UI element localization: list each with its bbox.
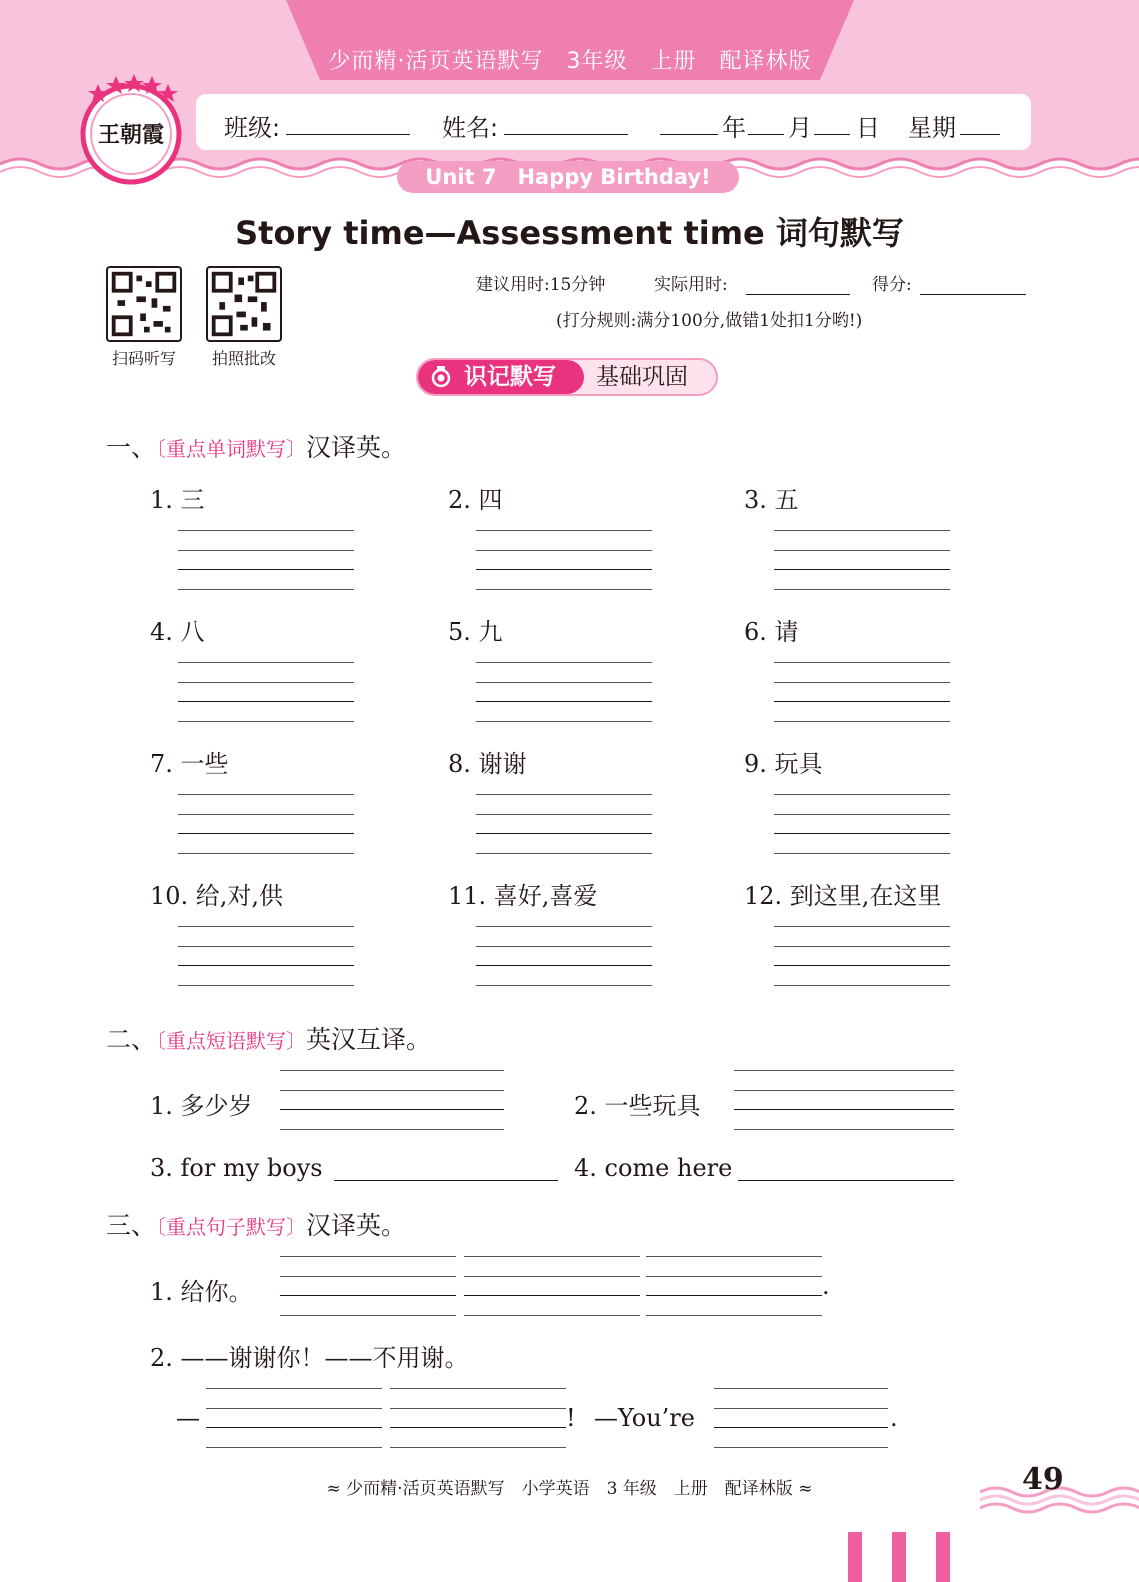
part1-tag: 〔重点单词默写〕 [156,437,307,461]
writing-line [178,985,354,986]
writing-line[interactable] [178,965,354,966]
name-label: 姓名: [442,114,499,142]
writing-line [206,1408,382,1409]
answer-line[interactable] [334,1180,558,1181]
answer-line[interactable] [738,1180,954,1181]
writing-line [476,946,652,947]
writing-line [774,946,950,947]
qr-label-listen: 扫码听写 [111,349,176,368]
page-number: 49 [1022,1462,1064,1497]
writing-line [178,721,354,722]
writing-line [178,530,354,531]
writing-line[interactable] [714,1427,888,1428]
scoring-rule: (打分规则:满分100分,做错1处扣1分哟!) [556,311,863,331]
writing-line[interactable] [178,833,354,834]
writing-line [206,1447,382,1448]
writing-line [714,1408,888,1409]
writing-line [646,1256,822,1257]
writing-line [280,1315,456,1316]
class-label: 班级: [224,114,281,142]
qr-code-listen[interactable] [106,266,182,342]
name-field[interactable] [504,134,628,135]
writing-line [280,1129,504,1130]
writing-line[interactable] [734,1109,954,1110]
writing-line [464,1256,640,1257]
writing-line[interactable] [774,569,950,570]
writing-line [178,853,354,854]
publisher-logo [78,70,184,186]
exclaim-mark: ! [566,1404,576,1432]
writing-line [390,1408,566,1409]
writing-line[interactable] [774,833,950,834]
word-item: 3. 五 [744,486,799,514]
writing-line [774,589,950,590]
tab-marker [936,1532,950,1582]
youre-text: —You’re [594,1404,695,1432]
writing-line [178,926,354,927]
phrase-item: 4. come here [574,1154,733,1182]
writing-line [178,662,354,663]
writing-line [280,1256,456,1257]
writing-line [178,550,354,551]
word-item: 6. 请 [744,618,799,646]
section-banner-left: 识记默写 [418,360,584,394]
period-mark: . [890,1404,898,1432]
writing-line[interactable] [476,965,652,966]
writing-line [476,853,652,854]
writing-line[interactable] [774,965,950,966]
dash-mark: — [176,1404,200,1432]
page-title: Story time—Assessment time 词句默写 [235,214,904,252]
writing-line[interactable] [476,833,652,834]
writing-line [178,946,354,947]
writing-line[interactable] [280,1295,456,1296]
writing-line [280,1276,456,1277]
writing-line[interactable] [476,569,652,570]
writing-line [476,814,652,815]
writing-line [390,1447,566,1448]
word-item: 11. 喜好,喜爱 [448,882,598,910]
qr-label-photo: 拍照批改 [211,349,276,368]
writing-line [476,550,652,551]
writing-line [476,721,652,722]
writing-line [178,794,354,795]
part2-tag: 〔重点短语默写〕 [156,1029,307,1053]
writing-line [774,530,950,531]
part3-heading: 三、〔重点句子默写〕汉译英。 [106,1211,407,1240]
writing-line [476,589,652,590]
writing-line[interactable] [206,1427,382,1428]
phrase-item: 1. 多少岁 [150,1092,253,1120]
word-item: 5. 九 [448,618,503,646]
writing-line [464,1315,640,1316]
class-field[interactable] [286,134,410,135]
writing-line [734,1070,954,1071]
writing-line [714,1447,888,1448]
suggested-time: 建议用时:15分钟 [476,275,606,295]
writing-line[interactable] [646,1295,822,1296]
writing-line [476,662,652,663]
writing-line [774,985,950,986]
writing-line[interactable] [178,701,354,702]
writing-line [476,530,652,531]
score-field[interactable] [920,294,1026,295]
writing-line[interactable] [464,1295,640,1296]
score-label: 得分: [872,275,912,295]
writing-line[interactable] [280,1109,504,1110]
writing-line [774,721,950,722]
sentence-item: 2. ——谢谢你！——不用谢。 [150,1344,469,1372]
year-label: 年 [722,114,746,142]
writing-line [390,1388,566,1389]
logo-text: 王朝霞 [97,122,165,148]
word-item: 8. 谢谢 [448,750,527,778]
day-field[interactable] [814,134,850,135]
word-item: 12. 到这里,在这里 [744,882,942,910]
tab-marker [848,1532,862,1582]
writing-line [774,926,950,927]
writing-line [280,1070,504,1071]
writing-line[interactable] [390,1427,566,1428]
writing-line [774,662,950,663]
weekday-label: 星期 [908,114,956,142]
year-field[interactable] [660,134,718,135]
sentence-item: 1. 给你。 [150,1278,253,1306]
writing-line [178,589,354,590]
writing-line [714,1388,888,1389]
writing-line[interactable] [774,701,950,702]
section-banner [416,358,718,396]
writing-line [476,926,652,927]
writing-line [206,1388,382,1389]
student-info-box [196,94,1031,150]
tab-marker [892,1532,906,1582]
word-item: 10. 给,对,供 [150,882,284,910]
writing-line [476,682,652,683]
series-title: 少而精·活页英语默写 3年级 上册 配译林版 [328,49,812,74]
writing-line [774,794,950,795]
word-item: 2. 四 [448,486,503,514]
writing-line [280,1090,504,1091]
actual-time-label: 实际用时: [654,275,728,295]
day-label: 日 [856,114,880,142]
word-item: 4. 八 [150,618,205,646]
qr-code-photo[interactable] [206,266,282,342]
time-row [476,270,605,295]
word-item: 1. 三 [150,486,205,514]
writing-line[interactable] [178,569,354,570]
part1-heading: 一、〔重点单词默写〕汉译英。 [106,433,407,462]
period-mark: . [822,1272,830,1300]
writing-line [646,1315,822,1316]
month-label: 月 [788,114,812,142]
writing-line [774,682,950,683]
footer-text: ≈ 少而精·活页英语默写 小学英语 3 年级 上册 配译林版 ≈ [326,1479,813,1499]
writing-line [774,550,950,551]
actual-time-field[interactable] [746,294,850,295]
phrase-item: 3. for my boys [150,1154,323,1182]
writing-line[interactable] [476,701,652,702]
month-field[interactable] [748,134,784,135]
writing-line [646,1276,822,1277]
writing-line [178,682,354,683]
part3-tag: 〔重点句子默写〕 [156,1215,307,1239]
medal-icon [430,366,452,388]
writing-line [464,1276,640,1277]
weekday-field[interactable] [960,134,1000,135]
writing-line [734,1090,954,1091]
writing-line [774,853,950,854]
writing-line [178,814,354,815]
section-banner-right: 基础巩固 [596,364,688,390]
writing-line [476,794,652,795]
writing-line [774,814,950,815]
writing-line [734,1129,954,1130]
writing-line [476,985,652,986]
unit-title: Unit 7 Happy Birthday! [397,161,739,193]
word-item: 9. 玩具 [744,750,823,778]
phrase-item: 2. 一些玩具 [574,1092,701,1120]
word-item: 7. 一些 [150,750,229,778]
part2-heading: 二、〔重点短语默写〕英汉互译。 [106,1025,432,1054]
